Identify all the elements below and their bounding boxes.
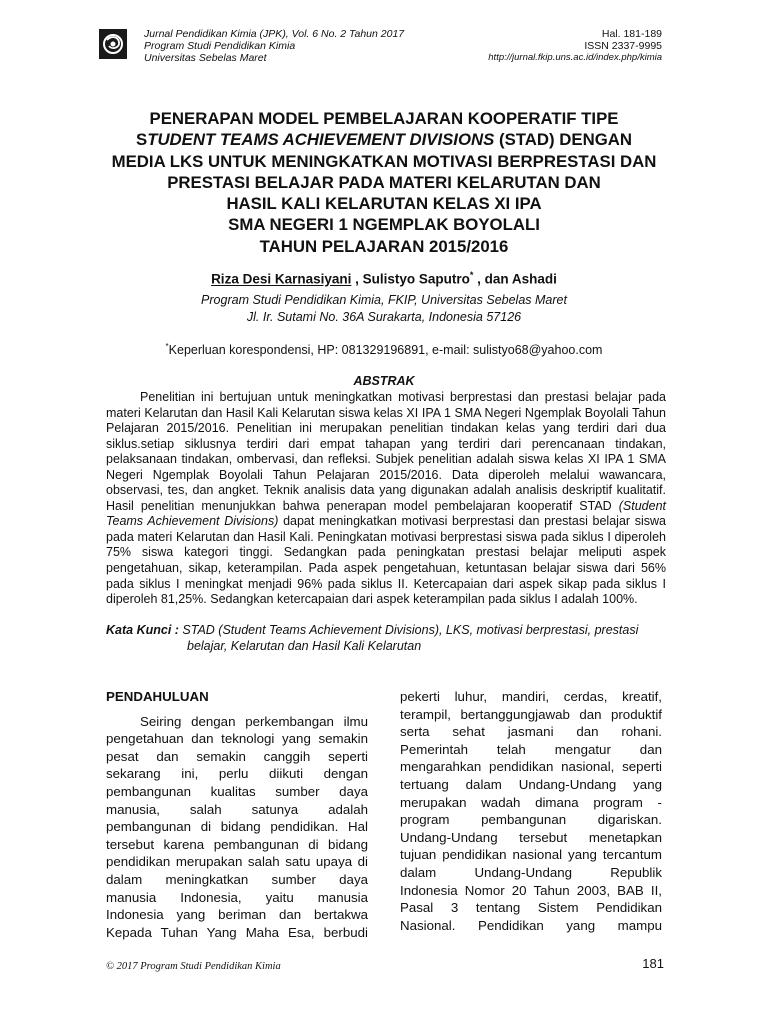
author-list <box>60 270 708 287</box>
body-line: pesat dan semakin canggih seperti <box>106 748 368 764</box>
abstract-line: observasi, tes, dan angket. Teknik analisis data yang digunakan adalah analisis deskriptif kualitatif. <box>106 483 666 498</box>
journal-header <box>100 28 662 68</box>
title-line-2-s: S <box>135 130 148 150</box>
body-line: tertuang dalam Undang-Undang yang <box>400 776 662 792</box>
author-1: Riza Desi Karnasiyani <box>211 271 352 287</box>
title-line-3: MEDIA LKS UNTUK MENINGKATKAN MOTIVASI BERPRESTASI DAN <box>111 151 657 171</box>
abstract-line: materi Kelarutan dan Hasil Kali Kelarutan siswa kelas XI IPA 1 SMA Negeri Ngemplak Boyolali Tahun <box>106 405 666 420</box>
footer-copyright: © 2017 Program Studi Pendidikan Kimia <box>106 961 281 972</box>
body-line: Kepada Tuhan Yang Maha Esa, berbudi <box>106 924 368 940</box>
section-heading-pendahuluan: PENDAHULUAN <box>106 689 209 704</box>
abstract-line: siklus.setiap siklusnya terdiri dari empat tahapan yang terdiri dari perencanaan tindakan, <box>106 436 666 451</box>
abstract-line-8-italic: (Student <box>618 498 666 513</box>
abstract-line-9-text: dapat meningkatkan motivasi berprestasi dan prestasi belajar siswa <box>278 514 666 529</box>
affiliation <box>60 292 708 326</box>
journal-meta <box>488 28 662 64</box>
body-line: dalam Undang-Undang Republik <box>400 864 662 880</box>
affiliation-line-1: Program Studi Pendidikan Kimia, FKIP, Universitas Sebelas Maret <box>201 293 567 307</box>
correspondence <box>60 342 708 357</box>
body-line: mengarahkan pendidikan nasional, seperti <box>400 759 662 775</box>
journal-university: Universitas Sebelas Maret <box>144 52 267 64</box>
body-line: terampil, bertanggungjawab dan produktif <box>400 706 662 722</box>
correspondence-mark: * <box>165 342 169 351</box>
body-line: Nasional. Pendidikan yang mampu <box>400 917 662 933</box>
abstract-line <box>106 514 666 530</box>
keywords-line-1: STAD (Student Teams Achievement Divisions), LKS, motivasi berprestasi, prestasi <box>178 623 639 637</box>
body-line: sekarang ini, perlu diikuti dengan <box>106 766 368 782</box>
page-number: 181 <box>642 956 664 971</box>
keywords-label: Kata Kunci : <box>106 623 179 637</box>
journal-info <box>144 28 404 64</box>
corresponding-mark: * <box>469 270 474 280</box>
body-line: manusia, salah satunya adalah <box>106 801 368 817</box>
abstract-body <box>106 390 666 608</box>
paper-title <box>60 108 708 257</box>
body-line: program pembangunan digariskan. <box>400 812 662 828</box>
body-line: Seiring dengan perkembangan ilmu <box>140 713 368 729</box>
page-range: Hal. 181-189 <box>601 28 662 40</box>
body-line: Indonesia yang beriman dan bertakwa <box>106 907 368 923</box>
issn: ISSN 2337-9995 <box>584 40 662 52</box>
abstract-line <box>106 499 666 515</box>
correspondence-text: Keperluan korespondensi, HP: 081329196891, e-mail: sulistyo68@yahoo.com <box>168 343 603 358</box>
body-line: Pemerintah telah mengatur dan <box>400 741 662 757</box>
journal-url[interactable]: http://jurnal.fkip.uns.ac.id/index.php/kimia <box>488 52 662 63</box>
journal-logo-icon <box>98 28 128 60</box>
title-line-4: PRESTASI BELAJAR PADA MATERI KELARUTAN DAN <box>167 172 601 192</box>
title-line-2 <box>60 129 708 150</box>
body-line: Indonesia Nomor 20 Tahun 2003, BAB II, <box>400 882 662 898</box>
abstract-line: Pelajaran 2015/2016. Penelitian ini merupakan penelitian tindakan kelas yang terdiri dari dua <box>106 421 666 436</box>
abstract-line: pengetahuan, sikap, keterampilan. Pada aspek pengetahuan, ketuntasan belajar siswa dari 56% <box>106 561 666 576</box>
body-column-left <box>106 688 368 941</box>
abstract-line-9-italic: Teams Achievement Divisions) <box>106 514 279 529</box>
body-line: pembangunan kualitas sumber daya <box>106 783 368 799</box>
body-column-right <box>400 688 662 934</box>
body-line: pembangunan di bidang pendidikan. Hal <box>106 819 368 835</box>
body-line: tersebut karena pembangunan di bidang <box>106 836 368 852</box>
abstract-line: 75% siswa kategori tinggi. Sedangkan pada peningkatan prestasi belajar meliputi aspek <box>106 545 666 560</box>
body-line: serta sehat jasmani dan rohani. <box>400 724 662 740</box>
affiliation-line-2: Jl. Ir. Sutami No. 36A Surakarta, Indonesia 57126 <box>246 310 522 324</box>
title-line-1: PENERAPAN MODEL PEMBELAJARAN KOOPERATIF TIPE <box>149 109 619 128</box>
abstract-line: pelaksanaan tindakan, ombervasi, dan refleksi. Subjek penelitian adalah siswa kelas XI IPA 1 SMA <box>106 452 666 467</box>
abstract-heading: ABSTRAK <box>353 374 415 388</box>
body-line: pengetahuan dan teknologi yang semakin <box>106 731 368 747</box>
abstract-line: pada materi Kelarutan dan Hasil Kali. Peningkatan motivasi berprestasi siswa pada siklus I diperoleh <box>106 529 666 544</box>
author-3: , dan Ashadi <box>473 271 557 287</box>
body-line: pekerti luhur, mandiri, cerdas, kreatif, <box>400 689 662 704</box>
abstract-line: Negeri Ngemplak Boyolali Tahun Pelajaran 2015/2016. Data diperoleh melalui wawancara, <box>106 467 666 482</box>
abstract-line: pada siklus I meningkat menjadi 96% pada siklus II. Ketercapaian dari aspek sikap pada siklus I <box>106 576 666 591</box>
body-line: Pasal 3 tentang Sistem Pendidikan <box>400 900 662 916</box>
title-line-2-rest: (STAD) DENGAN <box>494 130 633 150</box>
body-line: dalam meningkatkan sumber daya <box>106 871 368 887</box>
keywords-line-2: belajar, Kelarutan dan Hasil Kali Kelarutan <box>187 639 422 653</box>
title-line-6: SMA NEGERI 1 NGEMPLAK BOYOLALI <box>228 215 540 235</box>
title-line-7: TAHUN PELAJARAN 2015/2016 <box>259 236 509 256</box>
body-line: tujuan pendidikan nasional yang tercantum <box>400 847 662 863</box>
body-line: pendidikan merupakan salah satu upaya di <box>106 854 368 870</box>
body-line: manusia Indonesia, yaitu manusia <box>106 889 368 905</box>
keywords <box>106 622 666 654</box>
author-2: , Sulistyo Saputro <box>351 271 470 287</box>
body-line: merupakan wadah dimana program - <box>400 794 662 810</box>
title-line-5: HASIL KALI KELARUTAN KELAS XI IPA <box>226 194 542 214</box>
journal-program: Program Studi Pendidikan Kimia <box>144 40 296 52</box>
abstract-line-8-text: Hasil penelitian menunjukkan bahwa penerapan model pembelajaran kooperatif STAD <box>106 498 619 513</box>
body-line: Undang-Undang tersebut menetapkan <box>400 829 662 845</box>
abstract-line: Penelitian ini bertujuan untuk meningkatkan motivasi berprestasi dan prestasi belajar pada <box>140 390 666 404</box>
journal-name: Jurnal Pendidikan Kimia (JPK), Vol. 6 No. 2 Tahun 2017 <box>144 28 405 40</box>
abstract-line: diperoleh 81,25%. Sedangkan ketercapaian dari aspek keterampilan pada siklus I adalah 100%. <box>106 592 638 607</box>
title-line-2-italic: TUDENT TEAMS ACHIEVEMENT DIVISIONS <box>147 130 495 150</box>
